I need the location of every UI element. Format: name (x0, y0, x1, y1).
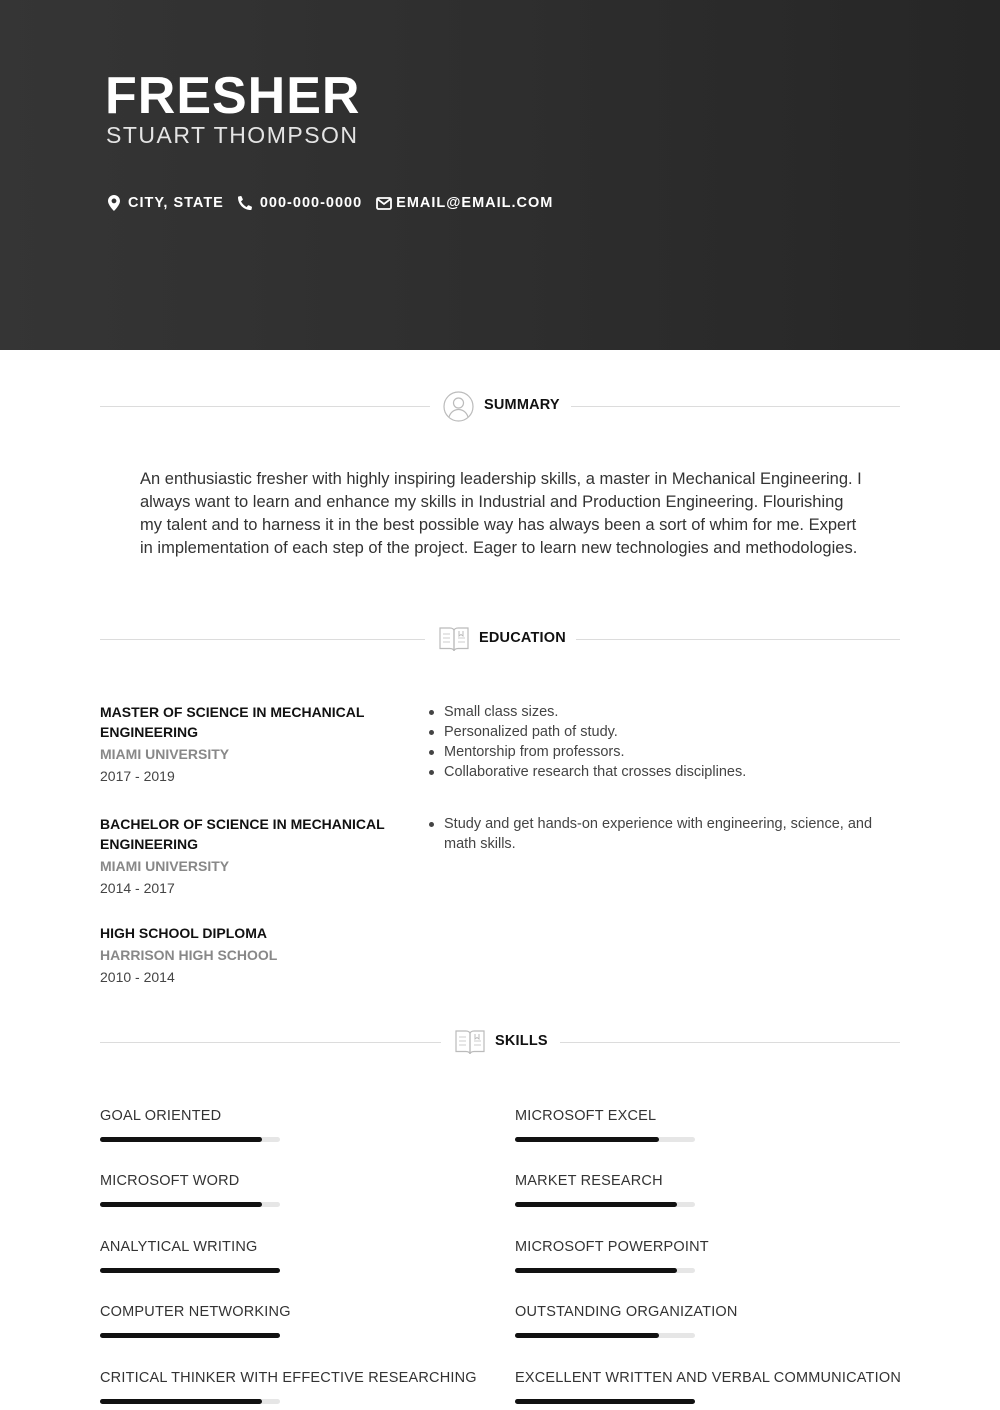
skill-item (515, 1303, 875, 1338)
skill-name: MARKET RESEARCH (515, 1173, 663, 1189)
skill-bar-track (515, 1202, 695, 1207)
skill-item (515, 1107, 875, 1142)
contact-email (376, 195, 553, 211)
skill-name: OUTSTANDING ORGANIZATION (515, 1304, 738, 1320)
skill-bar-fill (100, 1202, 262, 1207)
education-entry (100, 814, 400, 898)
skill-name: EXCELLENT WRITTEN AND VERBAL COMMUNICATION (515, 1370, 901, 1386)
skill-bar-fill (100, 1137, 262, 1142)
skill-bar-fill (515, 1399, 695, 1404)
skills-section-heading (100, 1022, 900, 1062)
email-text: EMAIL@EMAIL.COM (396, 195, 554, 211)
envelope-icon (376, 197, 392, 210)
skill-name: ANALYTICAL WRITING (100, 1239, 258, 1255)
divider-line (100, 1042, 441, 1043)
education-dates: 2010 - 2014 (100, 969, 175, 985)
skill-bar-track (515, 1137, 695, 1142)
open-book-icon (454, 1028, 486, 1056)
skill-name: MICROSOFT POWERPOINT (515, 1239, 709, 1255)
skill-bar-track (100, 1268, 280, 1273)
job-title: FRESHER (105, 67, 361, 125)
bullet-item: Personalized path of study. (444, 722, 884, 742)
open-book-icon (438, 625, 470, 653)
education-dates: 2017 - 2019 (100, 768, 175, 784)
school-name: HARRISON HIGH SCHOOL (100, 947, 278, 963)
degree-title: BACHELOR OF SCIENCE IN MECHANICAL ENGINEERING (100, 816, 385, 852)
person-name: STUART THOMPSON (106, 122, 359, 148)
phone-icon (238, 196, 252, 210)
skill-bar-track (100, 1202, 280, 1207)
user-avatar-icon (443, 391, 474, 422)
divider-line (571, 406, 900, 407)
bullet-item: Collaborative research that crosses disciplines. (444, 762, 884, 782)
summary-section-heading (100, 386, 900, 426)
skill-bar-track (515, 1268, 695, 1273)
skill-bar-fill (515, 1137, 659, 1142)
bullet-item: Study and get hands-on experience with engineering, science, and math skills. (444, 814, 884, 854)
skill-bar-track (515, 1333, 695, 1338)
education-dates: 2014 - 2017 (100, 880, 175, 896)
skill-bar-track (515, 1399, 695, 1404)
skill-bar-fill (515, 1268, 677, 1273)
phone-text: 000-000-0000 (259, 195, 363, 211)
skill-name: COMPUTER NETWORKING (100, 1304, 291, 1320)
skill-bar-track (100, 1399, 280, 1404)
skill-bar-fill (100, 1399, 262, 1404)
divider-line (576, 639, 900, 640)
skill-item (515, 1172, 875, 1207)
degree-title: MASTER OF SCIENCE IN MECHANICAL ENGINEERING (100, 704, 365, 740)
contact-phone (238, 195, 362, 211)
summary-text: An enthusiastic fresher with highly inspiring leadership skills, a master in Mechanical Engineering. I always want to learn and enhance my skills in Industrial and Production Engineering. Flourishing my talent and to harness it in the best possible way has always been a sort of whim for me. Expert in implementation of each step of the project. Eager to learn new technologies and methodologies. (140, 470, 862, 557)
bullet-item: Mentorship from professors. (444, 742, 884, 762)
school-name: MIAMI UNIVERSITY (100, 746, 230, 762)
summary-heading: SUMMARY (484, 397, 560, 413)
divider-line (560, 1042, 900, 1043)
school-name: MIAMI UNIVERSITY (100, 858, 230, 874)
skill-bar-fill (515, 1333, 659, 1338)
map-pin-icon (108, 195, 120, 211)
resume-header (0, 0, 1000, 350)
skill-item (515, 1369, 901, 1404)
skill-bar-track (100, 1137, 280, 1142)
skill-item (100, 1369, 477, 1404)
education-bullets (444, 814, 884, 854)
location-text: CITY, STATE (128, 195, 224, 211)
skill-item (100, 1172, 460, 1207)
bullet-item: Small class sizes. (444, 702, 884, 722)
skill-bar-fill (100, 1333, 280, 1338)
skill-item (100, 1303, 460, 1338)
education-section-heading (100, 619, 900, 659)
skill-name: CRITICAL THINKER WITH EFFECTIVE RESEARCHING (100, 1370, 477, 1386)
skill-item (100, 1238, 460, 1273)
education-entry (100, 923, 400, 987)
skill-bar-fill (100, 1268, 280, 1273)
divider-line (100, 639, 425, 640)
degree-title: HIGH SCHOOL DIPLOMA (100, 925, 267, 941)
education-bullets (444, 702, 884, 782)
education-entry (100, 702, 400, 786)
skill-item (100, 1107, 460, 1142)
skill-name: MICROSOFT WORD (100, 1173, 240, 1189)
contact-bar (108, 195, 567, 211)
divider-line (100, 406, 430, 407)
skill-name: MICROSOFT EXCEL (515, 1108, 657, 1124)
skill-bar-fill (515, 1202, 677, 1207)
education-heading: EDUCATION (479, 630, 566, 646)
skill-bar-track (100, 1333, 280, 1338)
skill-item (515, 1238, 875, 1273)
contact-location (108, 195, 224, 211)
skills-heading: SKILLS (495, 1033, 548, 1049)
skill-name: GOAL ORIENTED (100, 1108, 222, 1124)
